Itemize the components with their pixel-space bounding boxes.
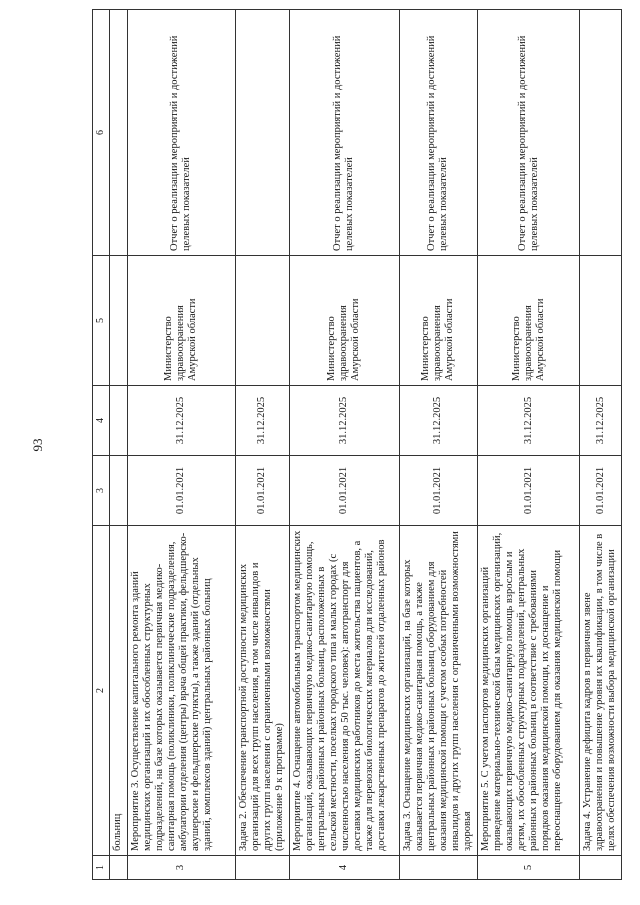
header-col-6: 6: [93, 10, 110, 256]
start-date: 01.01.2021: [127, 456, 235, 526]
result: Отчет о реализации мероприятий и достижений целевых показателей: [289, 10, 399, 256]
result: Отчет о реализации мероприятий и достижений целевых показателей: [399, 10, 477, 256]
header-col-2: 2: [93, 526, 110, 856]
row-text: Мероприятие 3. Осуществление капитального ремонта зданий медицинских организаций и их обособленных структурных подразделений, на базе которых оказывается первичная медико-санитарная помощь (поликлиники, поликлинические подразделения, амбулатории отделения (центры) врача общей практики, фельдшерско-акушерские и фельдшерские пункты), а также зданий (отдельных зданий, комплексов зданий) центральных районных больниц: [127, 526, 235, 856]
executor: Министерство здравоохранения Амурской области: [289, 256, 399, 386]
end-date: 31.12.2025: [127, 386, 235, 456]
header-col-4: 4: [93, 386, 110, 456]
task-text: Задача 2. Обеспечение транспортной доступности медицинских организаций для всех групп населения, в том числе инвалидов и других групп населения с ограниченными возможностями (приложение 9 к программе): [235, 526, 289, 856]
end-date: 31.12.2025: [580, 386, 622, 456]
start-date: 01.01.2021: [478, 456, 580, 526]
table-row: [127, 10, 235, 880]
row-number: 5: [478, 856, 580, 880]
result: Отчет о реализации мероприятий и достижений целевых показателей: [127, 10, 235, 256]
executor: Министерство здравоохранения Амурской области: [127, 256, 235, 386]
executor: Министерство здравоохранения Амурской области: [478, 256, 580, 386]
task-row: [399, 10, 477, 880]
row-text: Мероприятие 5. С учетом паспортов медицинских организаций приведение материально-технической базы медицинских организаций, оказывающих первичную медико-санитарную помощь взрослым и детям, их обособленных структурных подразделений, центральных районных и районных больниц в соответствие с требованиями порядков оказания медицинской помощи, их доснащение и переоснащение оборудованием для оказания медицинской помощи: [478, 526, 580, 856]
header-col-1: 1: [93, 856, 110, 880]
header-row: [93, 10, 110, 880]
start-date: 01.01.2021: [399, 456, 477, 526]
header-col-3: 3: [93, 456, 110, 526]
table-row: [110, 10, 127, 880]
start-date: 01.01.2021: [235, 456, 289, 526]
row-number: 4: [289, 856, 399, 880]
task-text: Задача 3. Оснащение медицинских организаций, на базе которых оказывается первичная медико-санитарная помощь, а также центральных районных и районных больниц оборудованием для оказания медицинской помощи с учетом особых потребностей инвалидов и других групп населения с ограниченными возможностями здоровья: [399, 526, 477, 856]
row-number: 3: [127, 856, 235, 880]
task-row: [235, 10, 289, 880]
measures-table: [92, 9, 622, 880]
page-number: 93: [30, 438, 45, 452]
start-date: 01.01.2021: [580, 456, 622, 526]
table-row: [289, 10, 399, 880]
table-row: [478, 10, 580, 880]
end-date: 31.12.2025: [399, 386, 477, 456]
end-date: 31.12.2025: [289, 386, 399, 456]
task-row: [580, 10, 622, 880]
start-date: 01.01.2021: [289, 456, 399, 526]
task-text: Задача 4. Устранение дефицита кадров в первичном звене здравоохранения и повышение уровня их квалификации, в том числе в целях обеспечения возможности выбора медицинской организации: [580, 526, 622, 856]
executor: Министерство здравоохранения Амурской области: [399, 256, 477, 386]
end-date: 31.12.2025: [478, 386, 580, 456]
rotated-table-container: [92, 10, 622, 880]
header-col-5: 5: [93, 256, 110, 386]
row-text: Мероприятие 4. Оснащение автомобильным транспортом медицинских организаций, оказывающих первичную медико-санитарную помощь, центральных районных и районных больниц, расположенных в сельской местности, поселках городского типа и малых городах (с численностью населения до 50 тыс. человек): автотранспорт для доставки медицинских работников до места жительства пациентов, а также для перевозки биологических материалов для исследований, доставки лекарственных препаратов до жителей отдаленных районов: [289, 526, 399, 856]
end-date: 31.12.2025: [235, 386, 289, 456]
row-text: больниц: [110, 526, 127, 856]
result: Отчет о реализации мероприятий и достижений целевых показателей: [478, 10, 580, 256]
